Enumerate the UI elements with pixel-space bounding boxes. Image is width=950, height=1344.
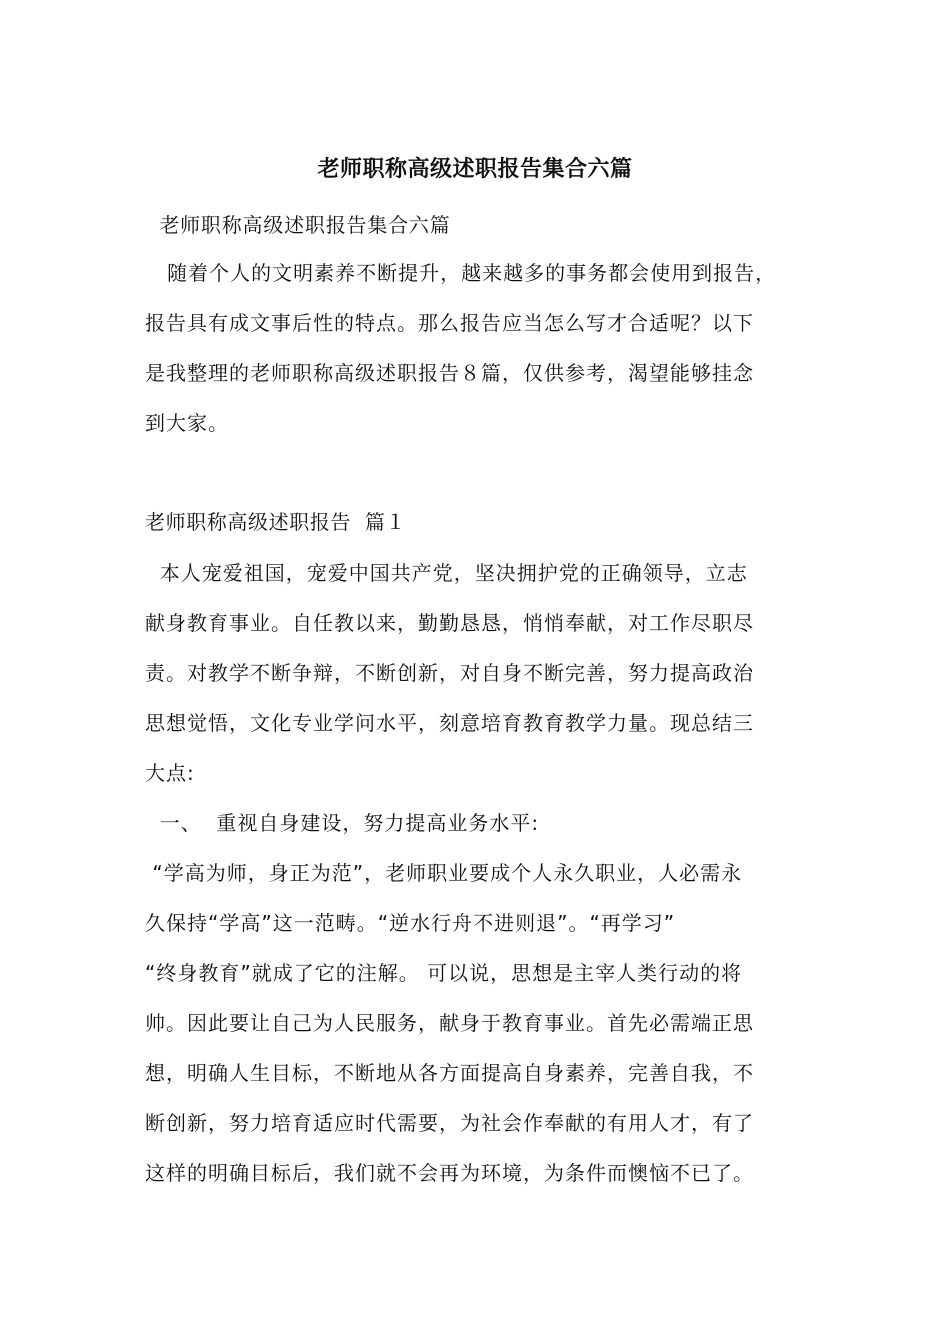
point-heading-1 [145, 798, 825, 848]
body-paragraph-1 [145, 548, 825, 798]
subtitle-line: 老师职称高级述职报告集合六篇 [145, 213, 451, 237]
paragraph-line: 到大家。 [145, 411, 229, 435]
paragraph-line: “学高为师，身正为范”，老师职业要成个人永久职业，人必需永 [145, 861, 743, 885]
point-heading-text: 一、 重视自身建设，努力提高业务水平: [145, 811, 540, 835]
paragraph-line: 这样的明确目标后，我们就不会再为环境，为条件而懊恼不已了。 [145, 1161, 754, 1185]
paragraph-line: 想，明确人生目标，不断地从各方面提高自身素养，完善自我，不 [145, 1061, 754, 1085]
intro-paragraph [145, 248, 825, 448]
paragraph-line: 久保持“学高”这一范畴。“逆水行舟不进则退”。“再学习” [145, 911, 676, 935]
paragraph-line: 断创新，努力培育适应时代需要，为社会作奉献的有用人才，有了 [145, 1111, 754, 1135]
paragraph-line: 献身教育事业。自任教以来，勤勤恳恳，悄悄奉献，对工作尽职尽 [145, 611, 754, 635]
paragraph-line: 帅。因此要让自己为人民服务，献身于教育事业。首先必需端正思 [145, 1011, 754, 1035]
paragraph-line: 大点: [145, 761, 195, 785]
paragraph-line: “终身教育”就成了它的注解。 可以说，思想是主宰人类行动的将 [145, 961, 743, 985]
section-heading [145, 498, 825, 546]
paragraph-line: 报告具有成文事后性的特点。那么报告应当怎么写才合适呢？以下 [145, 311, 754, 335]
document-subtitle [145, 203, 825, 247]
document-title: 老师职称高级述职报告集合六篇 [317, 157, 633, 182]
paragraph-line: 思想觉悟，文化专业学问水平，刻意培育教育教学力量。现总结三 [145, 711, 754, 735]
paragraph-line: 责。对教学不断争辩，不断创新，对自身不断完善，努力提高政治 [145, 661, 754, 685]
section-heading-text: 老师职称高级述职报告 篇１ [145, 510, 407, 534]
paragraph-line: 随着个人的文明素养不断提升，越来越多的事务都会使用到报告， [145, 261, 777, 285]
paragraph-line: 是我整理的老师职称高级述职报告８篇，仅供参考，渴望能够挂念 [145, 361, 754, 385]
paragraph-line: 本人宠爱祖国，宠爱中国共产党，坚决拥护党的正确领导，立志 [145, 561, 748, 585]
body-paragraph-2 [145, 848, 825, 1198]
